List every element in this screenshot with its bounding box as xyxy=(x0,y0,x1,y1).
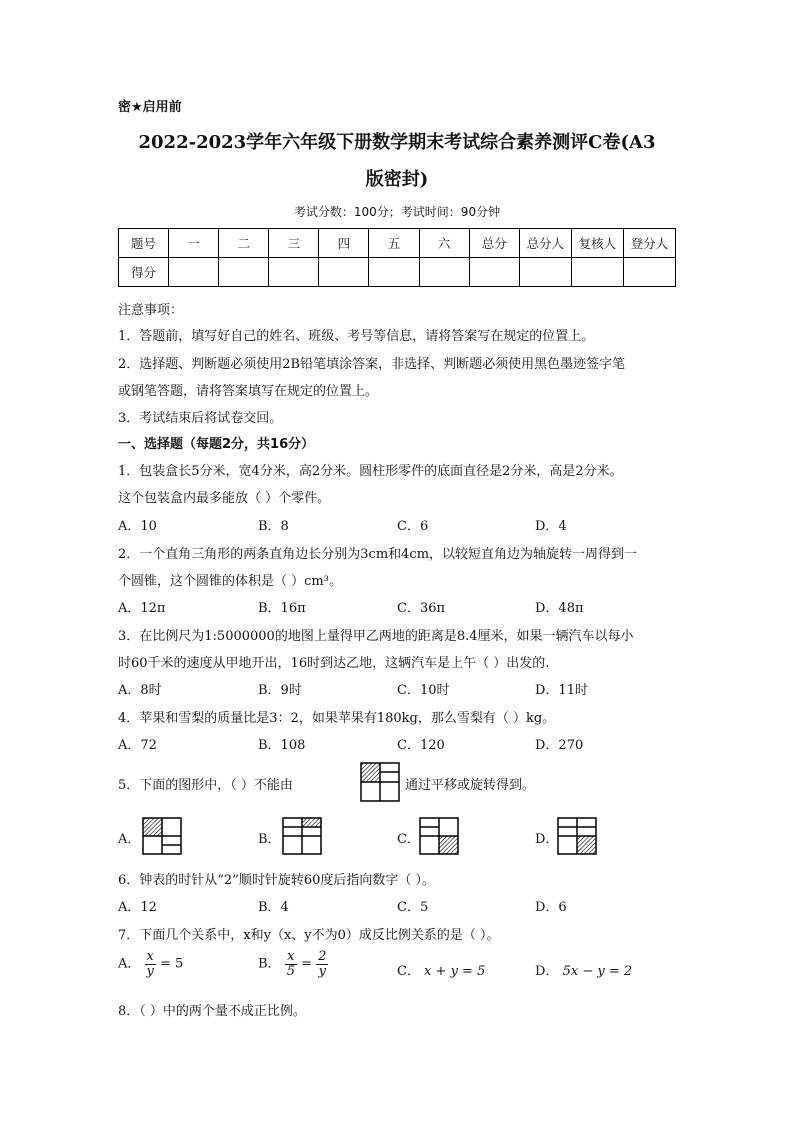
fraction xyxy=(285,950,297,978)
score-header-cell: 五 xyxy=(369,229,419,258)
option-c[interactable]: C．120 xyxy=(397,738,445,753)
option-label: D． xyxy=(535,964,559,979)
question-text: 5．下面的图形中，（ ）不能由 xyxy=(118,778,293,793)
option-c[interactable]: C．36π xyxy=(397,601,446,616)
denominator: 5 xyxy=(286,963,295,979)
option-b[interactable]: B．4 xyxy=(258,900,289,915)
score-cell[interactable] xyxy=(623,258,675,287)
score-cell[interactable] xyxy=(519,258,571,287)
note-item: 或钢笔答题，请将答案填写在规定的位置上。 xyxy=(118,384,379,399)
score-header-cell: 四 xyxy=(319,229,369,258)
question-text: 个圆锥，这个圆锥的体积是（ ）cm³。 xyxy=(118,574,342,589)
reference-grid-figure xyxy=(360,762,400,802)
note-item: 1．答题前，填写好自己的姓名、班级、考号等信息，请将答案写在规定的位置上。 xyxy=(118,329,595,344)
denominator: y xyxy=(146,963,154,979)
score-table-score-row xyxy=(119,258,676,287)
note-item: 3．考试结束后将试卷交回。 xyxy=(118,411,283,426)
score-header-cell: 登分人 xyxy=(623,229,675,258)
score-header-cell: 六 xyxy=(419,229,469,258)
option-b[interactable]: B．8 xyxy=(258,519,289,534)
score-cell[interactable] xyxy=(571,258,623,287)
score-header-cell: 一 xyxy=(169,229,219,258)
secret-label: 密★启用前 xyxy=(118,100,182,115)
notes-title: 注意事项： xyxy=(118,303,184,318)
option-b[interactable]: B．16π xyxy=(258,601,306,616)
option-a-figure[interactable] xyxy=(142,817,182,855)
score-cell[interactable] xyxy=(469,258,519,287)
option-d[interactable]: D．270 xyxy=(535,738,584,753)
option-label: C． xyxy=(397,964,420,979)
score-table xyxy=(118,228,676,287)
option-c[interactable]: C． xyxy=(397,832,420,847)
score-cell[interactable] xyxy=(369,258,419,287)
numerator: 2 xyxy=(318,949,327,964)
question-text: 6．钟表的时针从“2”顺时针旋转60度后指向数字（ ）。 xyxy=(118,873,436,888)
option-d[interactable]: D．4 xyxy=(535,519,567,534)
score-table-header-row xyxy=(119,229,676,258)
option-d[interactable]: D．48π xyxy=(535,601,584,616)
option-label: B． xyxy=(258,956,281,972)
question-text: 通过平移或旋转得到。 xyxy=(405,778,536,793)
option-a[interactable]: A．72 xyxy=(118,738,157,753)
score-header-cell: 复核人 xyxy=(571,229,623,258)
question-text: 时60千米的速度从甲地开出，16时到达乙地，这辆汽车是上午（ ）出发的. xyxy=(118,656,550,671)
equation-rhs: = 5 xyxy=(160,956,184,972)
score-header-cell: 三 xyxy=(269,229,319,258)
question-text: 8．（ ）中的两个量不成正比例。 xyxy=(118,1004,306,1019)
exam-meta: 考试分数：100分；考试时间：90分钟 xyxy=(293,205,501,219)
option-c[interactable]: C．10时 xyxy=(397,683,450,698)
option-a[interactable]: A．10 xyxy=(118,519,157,534)
numerator: x xyxy=(145,950,156,965)
option-b-figure[interactable] xyxy=(282,817,322,855)
option-d[interactable]: D．11时 xyxy=(535,683,588,698)
section-title: 一、选择题（每题2分，共16分） xyxy=(118,437,315,452)
denominator: y xyxy=(318,963,326,979)
option-c[interactable] xyxy=(397,960,485,979)
question-text: 2．一个直角三角形的两条直角边长分别为3cm和4cm，以较短直角边为轴旋转一周得到一 xyxy=(118,547,638,562)
score-header-cell: 题号 xyxy=(119,229,169,258)
equation: 5x − y = 2 xyxy=(562,964,633,979)
exam-title-line2: 版密封) xyxy=(365,169,429,190)
option-a[interactable]: A．12 xyxy=(118,900,157,915)
question-text: 7．下面几个关系中，x和y（x、y不为0）成反比例关系的是（ ）。 xyxy=(118,928,500,943)
question-text: 1．包装盒长5分米，宽4分米，高2分米。圆柱形零件的底面直径是2分米，高是2分米。 xyxy=(118,464,623,479)
option-b[interactable]: B．9时 xyxy=(258,683,302,698)
score-cell[interactable] xyxy=(169,258,219,287)
exam-title-line1: 2022-2023学年六年级下册数学期末考试综合素养测评C卷(A3 xyxy=(138,132,656,153)
score-cell[interactable] xyxy=(419,258,469,287)
option-d[interactable]: D． xyxy=(535,832,559,847)
option-b[interactable]: B． xyxy=(258,832,281,847)
option-a[interactable]: A．12π xyxy=(118,601,166,616)
option-b[interactable] xyxy=(258,950,328,978)
score-header-cell: 总分 xyxy=(469,229,519,258)
option-a[interactable]: A．8时 xyxy=(118,683,162,698)
fraction xyxy=(316,950,328,978)
option-d-figure[interactable] xyxy=(557,817,597,855)
question-text: 3．在比例尺为1:5000000的地图上量得甲乙两地的距离是8.4厘米，如果一辆汽车以每小 xyxy=(118,629,634,644)
note-item: 2．选择题、判断题必须使用2B铅笔填涂答案，非选择、判断题必须使用黑色墨迹签字笔 xyxy=(118,357,626,372)
option-a[interactable] xyxy=(118,950,183,978)
score-cell[interactable] xyxy=(219,258,269,287)
option-d[interactable] xyxy=(535,960,632,979)
equals-sign: = xyxy=(301,956,313,972)
score-row-label: 得分 xyxy=(119,258,169,287)
option-b[interactable]: B．108 xyxy=(258,738,306,753)
option-c[interactable]: C．6 xyxy=(397,519,429,534)
numerator: x xyxy=(285,950,297,965)
score-header-cell: 总分人 xyxy=(519,229,571,258)
equation: x + y = 5 xyxy=(424,964,486,979)
option-a[interactable]: A． xyxy=(118,832,141,847)
option-label: A． xyxy=(118,956,141,972)
score-cell[interactable] xyxy=(269,258,319,287)
score-cell[interactable] xyxy=(319,258,369,287)
question-text: 4．苹果和雪梨的质量比是3：2，如果苹果有180kg，那么雪梨有（ ）kg。 xyxy=(118,711,556,726)
fraction xyxy=(145,950,156,978)
question-text: 这个包装盒内最多能放（ ）个零件。 xyxy=(118,491,331,506)
option-c-figure[interactable] xyxy=(419,817,459,855)
option-d[interactable]: D．6 xyxy=(535,900,567,915)
score-header-cell: 二 xyxy=(219,229,269,258)
option-c[interactable]: C．5 xyxy=(397,900,429,915)
